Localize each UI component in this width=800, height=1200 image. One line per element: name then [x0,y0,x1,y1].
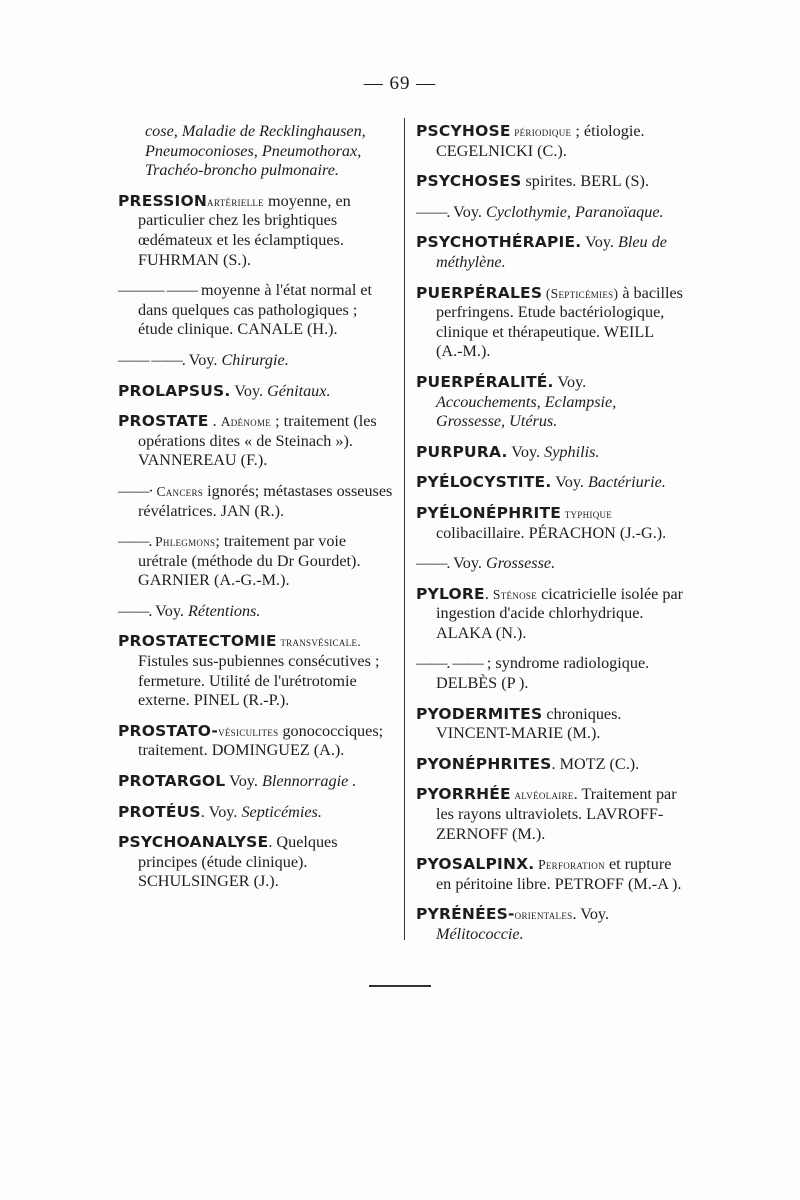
entry-reference: Accouchements, Eclampsie, Grossesse, Utérus. [436,392,617,431]
entry-repeat-dash: ——. [118,601,152,620]
entry-headword: PYLORE [416,584,485,603]
index-entry [416,473,684,493]
entry-headword: PROTÉUS [118,802,201,821]
entry-text: Voy. [581,233,618,252]
entry-qualifier: transvésicale. [276,634,361,650]
index-entry [416,443,684,463]
entry-reference: Septicémies. [241,802,322,821]
index-entry [118,833,396,892]
entry-headword: PUERPÉRALITÉ. [416,372,554,391]
entry-text: spirites. BERL (S). [521,172,649,191]
entry-qualifier: Sténose [492,586,538,602]
entry-headword: PYODERMITES [416,704,543,723]
entry-headword: PROTARGOL [118,772,226,791]
index-entry [118,192,396,270]
entry-qualifier: artérielle [207,193,264,209]
entry-repeat-dash: ——. [416,202,450,221]
index-entry [118,351,396,371]
entry-text: Voy. [449,202,487,221]
entry-text: ; traitement par voie urétrale (méthode du Dr Gourdet). GARNIER (A.-G.-M.). [138,532,361,590]
entry-reference: Bleu de méthylène. [436,233,667,271]
entry-qualifier: vésiculites [218,723,279,739]
entry-qualifier: Adénome [220,414,272,430]
entry-qualifier: (Septicémies) [542,285,619,301]
index-entry [416,122,684,161]
entry-headword: PROSTATE [118,412,209,431]
entry-repeat-dash: ——. —— [416,654,483,673]
entry-text: . Traitement par les rayons ultraviolets. LAVROFF-ZERNOFF (M.). [436,785,677,843]
column-divider [404,118,405,940]
entry-headword: PROSTATO- [118,721,219,740]
index-column-left [118,122,396,903]
entry-text: . Voy. [200,802,242,821]
entry-text: Voy. [184,350,222,369]
index-entry [118,382,396,402]
entry-text: Voy. [449,554,487,573]
entry-reference: Blennorragie . [261,772,357,791]
index-entry [118,602,396,622]
index-column-right [416,122,684,956]
entry-text: moyenne, en particulier chez les brightiques œdémateux et les éclamptiques. FUHRMAN (S.). [138,191,351,269]
entry-text: Fistules sus-pubiennes consécutives ; fermeture. Utilité de l'urétrotomie externe. PINEL (R.-P.). [138,652,380,710]
entry-text: ; traitement (les opérations dites « de Steinach »). VANNEREAU (F.). [138,412,377,470]
entry-headword: PYORRHÉE [416,785,511,804]
index-entry [416,654,684,693]
entry-reference: cose, Maladie de Recklinghausen, Pneumoconioses, Pneumothorax, Trachéo-broncho pulmonaire. [145,122,366,180]
entry-text: Voy. [230,381,268,400]
entry-qualifier: typhique [561,505,613,521]
index-entry [416,373,684,432]
entry-headword: PYÉLONÉPHRITE [416,503,562,522]
index-entry [416,905,684,944]
index-entry [416,172,684,192]
entry-reference: Cyclothymie, Paranoïaque. [486,202,664,221]
entry-text: et rupture en péritoine libre. PETROFF (M.-A ). [436,855,682,893]
entry-headword: PROSTATECTOMIE [118,632,277,651]
entry-reference: Génitaux. [267,381,331,400]
entry-qualifier: Cancers [152,483,204,499]
index-entry [118,772,396,792]
bottom-rule [369,985,431,987]
entry-text: Voy. [553,372,587,391]
entry-text: Voy. [225,772,262,791]
index-entry [118,412,396,471]
entry-text: Voy. [551,473,589,492]
entry-repeat-dash: ——— —— [118,281,197,300]
entry-headword: PYONÉPHRITES [416,754,552,773]
index-entry [118,722,396,761]
entry-headword: PUERPÉRALES [416,283,543,302]
entry-headword: PSYCHOANALYSE [118,833,269,852]
entry-text: ignorés; métastases osseuses révélatrices. JAN (R.). [138,481,393,520]
entry-qualifier: Phlegmons [151,534,216,550]
entry-reference: Bactériurie. [588,473,666,492]
index-entry [416,585,684,644]
entry-text: cicatricielle isolée par ingestion d'acide chlorhydrique. ALAKA (N.). [436,584,684,642]
entry-text: . [208,412,221,431]
index-entry [416,554,684,574]
entry-reference: Chirurgie. [221,350,289,369]
index-entry [118,803,396,823]
entry-repeat-dash: ——. [416,554,450,573]
index-entry [118,122,396,181]
entry-text: gonococciques; traitement. DOMINGUEZ (A.). [138,721,384,760]
entry-qualifier: Perforation [534,857,605,873]
index-entry [416,705,684,744]
index-entry [118,532,396,591]
entry-headword: PSYCHOSES [416,172,522,191]
entry-text: ; syndrome radiologique. DELBÈS (P ). [436,654,650,693]
index-entry [416,233,684,272]
entry-repeat-dash: ——· [118,481,153,500]
entry-headword: PROLAPSUS. [118,381,231,400]
entry-text: à bacilles perfringens. Etude bactériologique, clinique et thérapeutique. WEILL (A.-M.). [436,283,683,361]
page-number: — 69 — [363,73,437,94]
index-entry [416,284,684,362]
entry-headword: PSCYHOSE [416,122,511,140]
entry-headword: PSYCHOTHÉRAPIE. [416,233,582,252]
index-entry [118,632,396,710]
index-entry [416,504,684,543]
entry-text: . MOTZ (C.). [551,754,640,773]
entry-reference: Rétentions. [188,601,261,620]
entry-headword: PYRÉNÉES- [416,905,515,924]
entry-text: moyenne à l'état normal et dans quelques cas pathologiques ; étude clinique. CANALE (H.). [138,281,373,339]
index-entry [118,482,396,521]
entry-repeat-dash: ——. [118,532,152,551]
entry-headword: PYÉLOCYSTITE. [416,473,552,492]
entry-text: Voy. [151,601,189,620]
entry-headword: PURPURA. [416,442,508,461]
entry-repeat-dash: —— ——. [118,350,185,369]
entry-qualifier: alvéolaire [510,787,574,803]
entry-text: Voy. [507,442,545,461]
entry-reference: Syphilis. [544,442,600,461]
entry-qualifier: orientales [514,907,573,923]
entry-reference: Grossesse. [486,554,556,573]
entry-text: chroniques. VINCENT-MARIE (M.). [436,704,622,743]
entry-headword: PYOSALPINX. [416,855,535,874]
entry-text: . Quelques principes (étude clinique). SCHULSINGER (J.). [138,833,338,891]
entry-qualifier: périodique [510,124,572,139]
entry-text: colibacillaire. PÉRACHON (J.-G.). [436,523,667,542]
entry-reference: Mélitococcie. [436,925,524,943]
index-entry [416,755,684,775]
entry-headword: PRESSION [118,191,208,210]
index-entry [416,855,684,894]
entry-text: ; étiologie. CEGELNICKI (C.). [436,122,645,160]
entry-text: . [484,584,493,603]
entry-text: . Voy. [572,905,610,924]
index-entry [416,785,684,844]
index-entry [416,203,684,223]
index-entry [118,281,396,340]
